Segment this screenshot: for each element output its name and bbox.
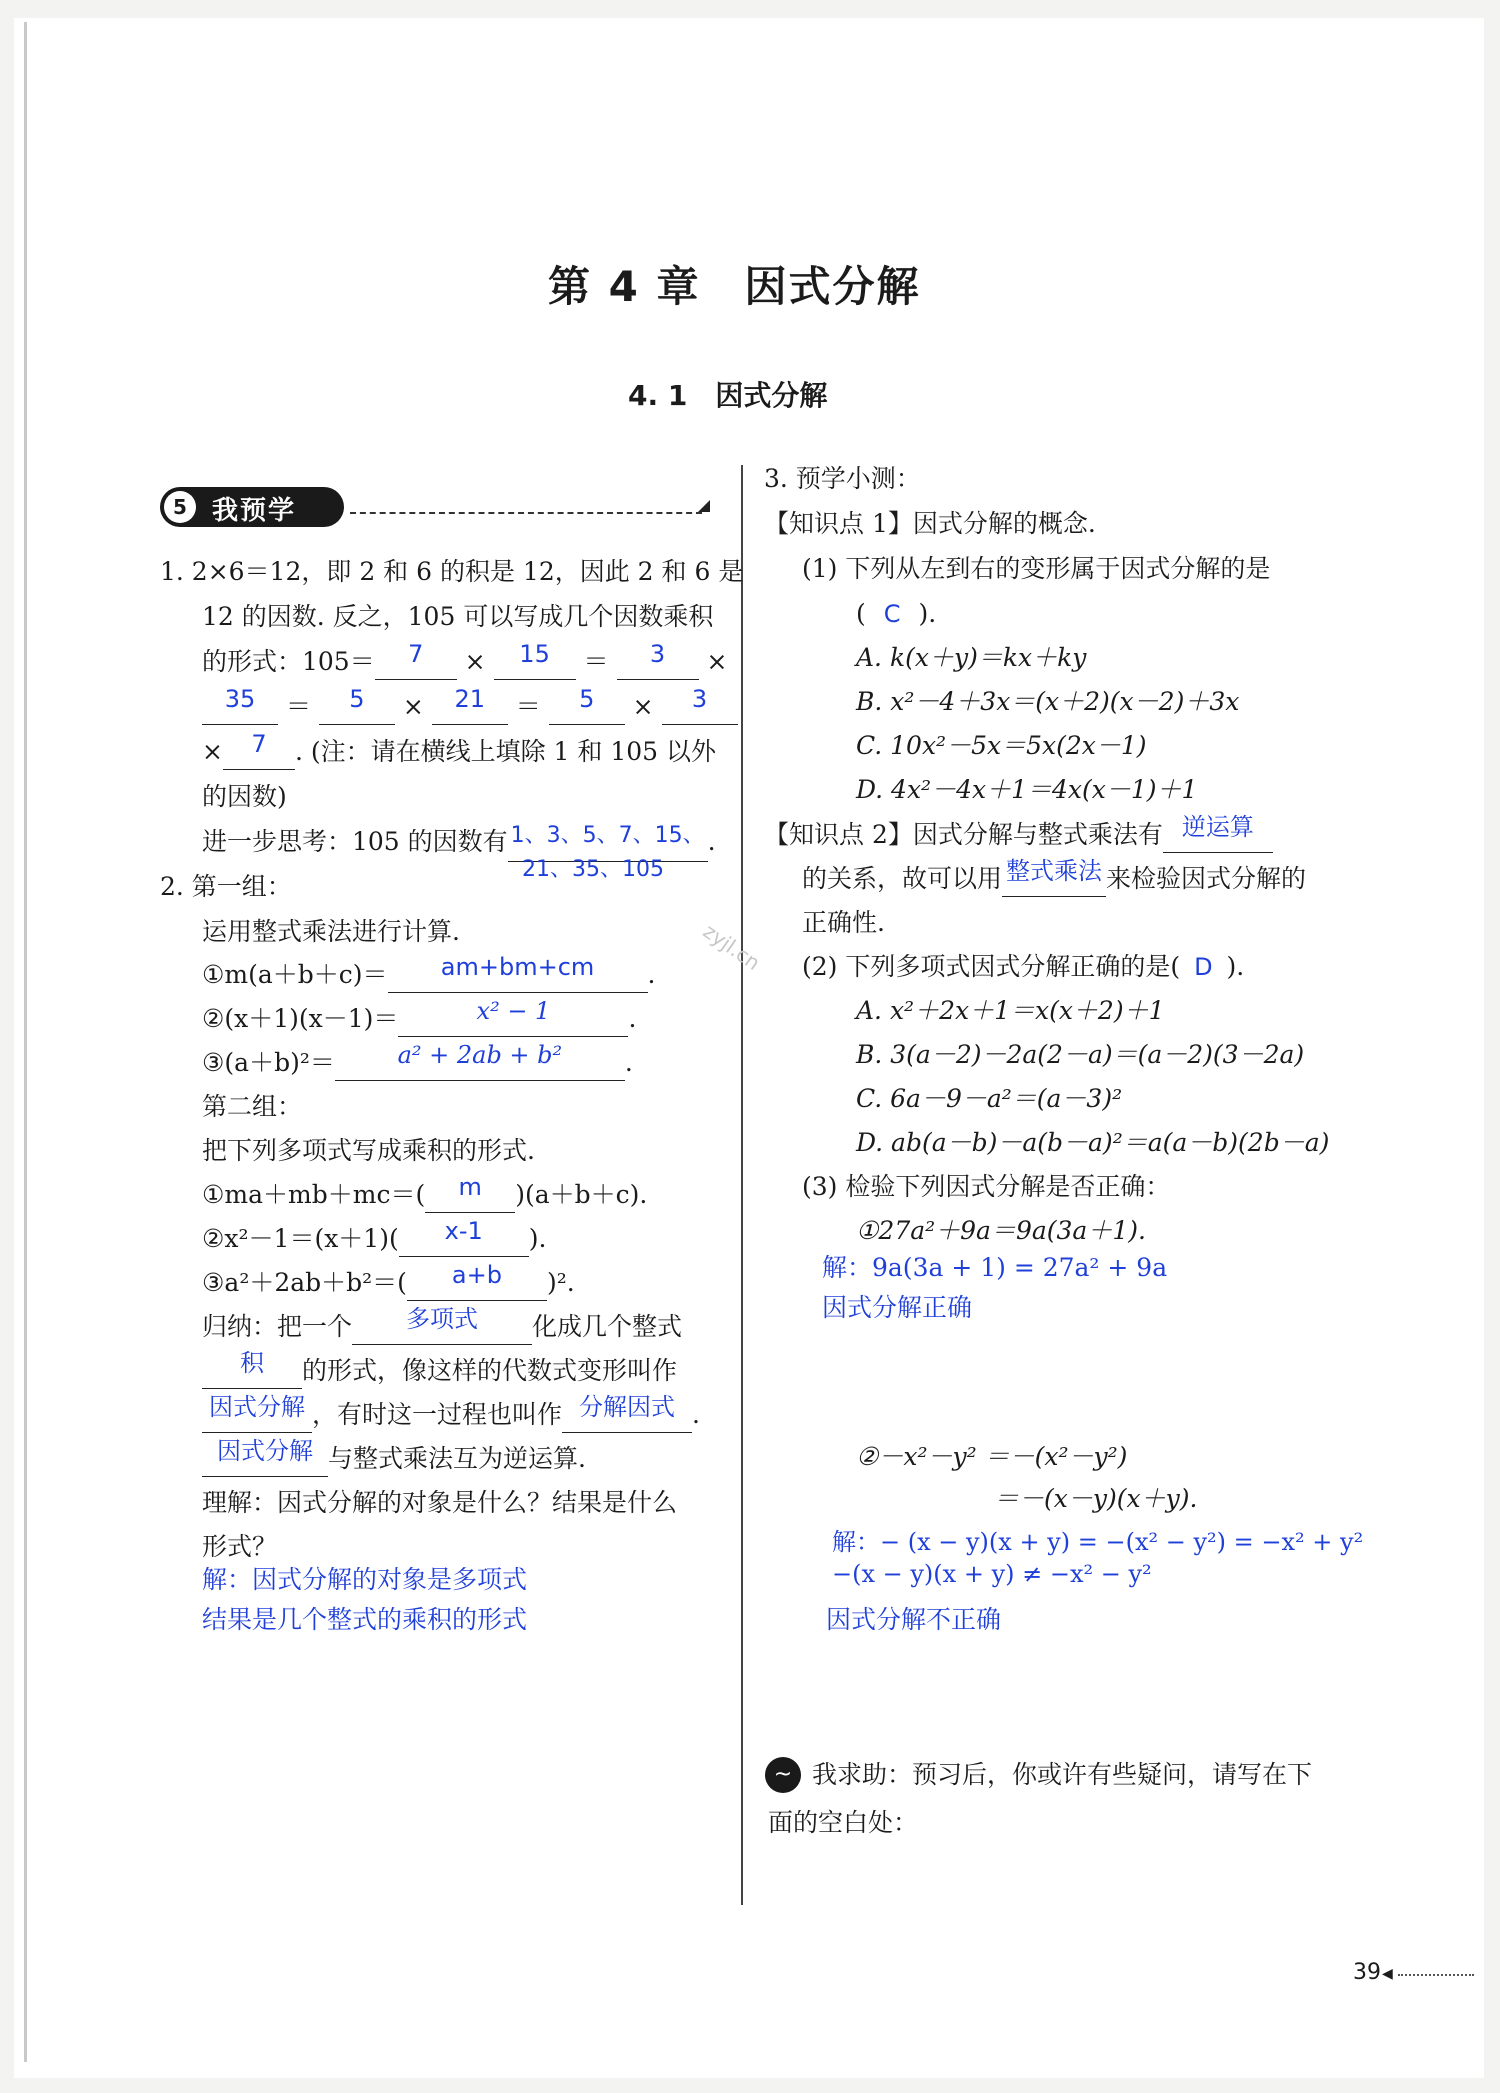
q1-blank-3[interactable] <box>617 640 699 680</box>
q1-blank-9[interactable] <box>223 730 295 770</box>
q1-blank-8[interactable] <box>662 685 738 725</box>
summary-text-2: 的形式，像这样的代数式变形叫作 <box>302 1356 678 1385</box>
summary-blank-1[interactable] <box>352 1305 532 1345</box>
summary-blank-4[interactable] <box>562 1393 692 1433</box>
f1-answer: m <box>458 1173 482 1201</box>
paren-open: ( <box>856 599 866 628</box>
preview-banner <box>160 487 344 527</box>
q2-f3 <box>202 1261 575 1301</box>
e3-blank[interactable] <box>335 1041 625 1081</box>
e1-expr: ①m(a＋b＋c)＝ <box>202 960 388 989</box>
banner-label: 我预学 <box>212 496 297 526</box>
p3-item-2-answer-1: 解：− (x − y)(x + y) = −(x² − y²) = −x² + y² <box>832 1528 1364 1556</box>
paren-close: ). <box>1226 952 1245 981</box>
p1-option-d: D. 4x²－4x＋1＝4x(x－1)＋1 <box>856 775 1198 804</box>
q1-line3 <box>202 640 728 680</box>
summary-line1 <box>202 1305 683 1345</box>
q2-e1: ①m(a＋b＋c)＝ am+bm+cm . <box>202 958 656 993</box>
q2-head: 2. 第一组： <box>160 872 292 901</box>
page-arrow-icon: ◀ <box>1382 1966 1393 1982</box>
banner-dashed-rule <box>350 512 702 514</box>
help-line1: 我求助：预习后，你或许有些疑问，请写在下 <box>812 1760 1313 1789</box>
q2-f1 <box>202 1173 648 1213</box>
column-divider <box>741 465 743 1905</box>
binding-line <box>24 22 27 2062</box>
p1-option-b: B. x²－4＋3x＝(x＋2)(x－2)＋3x <box>856 687 1240 716</box>
p3-item-1-answer-2: 因式分解正确 <box>822 1293 973 1322</box>
summary-blank-3[interactable] <box>202 1393 312 1433</box>
banner-corner-icon <box>698 500 710 512</box>
q1-blank-7[interactable] <box>549 685 625 725</box>
page-dotted-rule <box>1398 1974 1474 1976</box>
kp2-prefix: 【知识点 2】因式分解与整式乘法有 <box>764 820 1163 849</box>
summary-answer-4: 分解因式 <box>579 1393 676 1421</box>
p3-item-2-line2: ＝－(x－y)(x＋y). <box>994 1484 1198 1513</box>
summary-line3: 因式分解 ，有时这一过程也叫作 分解因式 . <box>202 1398 700 1433</box>
help-line2: 面的空白处： <box>768 1808 919 1837</box>
q1-blank-2[interactable] <box>494 640 576 680</box>
f2-tail: ). <box>528 1224 547 1253</box>
kp2-middle: 的关系，故可以用 <box>802 864 1003 893</box>
q1-note: . (注：请在横线上填除 1 和 105 以外 <box>294 737 717 766</box>
q1-line1: 1. 2×6＝12，即 2 和 6 的积是 12，因此 2 和 6 是 <box>160 557 744 586</box>
summary-line4 <box>202 1437 586 1477</box>
q1-blank-1[interactable] <box>375 640 457 680</box>
kp2-line2 <box>802 857 1307 897</box>
f3-answer: a+b <box>451 1261 502 1289</box>
q1-line6: 的因数) <box>202 782 287 811</box>
summary-answer-1: 多项式 <box>406 1305 479 1333</box>
kp2-blank-1[interactable] <box>1163 813 1273 853</box>
e3-answer: a² + 2ab + b² <box>397 1041 563 1069</box>
q2-e2: ②(x＋1)(x－1)＝ x² − 1 . <box>202 1002 636 1037</box>
times-sign: × <box>706 647 728 676</box>
summary-text-1: 化成几个整式 <box>532 1312 683 1341</box>
f2-answer: x-1 <box>444 1217 483 1245</box>
q1-answer-3: 3 <box>649 640 666 668</box>
f2-blank[interactable] <box>399 1217 529 1257</box>
summary-prefix: 归纳：把一个 <box>202 1312 353 1341</box>
p3-item-1-answer-1: 解：9a(3a + 1) = 27a² + 9a <box>822 1253 1168 1282</box>
q1-line4 <box>202 685 738 725</box>
p1-answer: C <box>883 600 901 628</box>
think-answer-1: 1、3、5、7、15、 <box>510 823 705 848</box>
p2-option-a: A. x²＋2x＋1＝x(x＋2)＋1 <box>856 996 1165 1025</box>
summary-answer-2: 积 <box>240 1349 264 1377</box>
p2-answer: D <box>1194 953 1213 981</box>
think-answer-2: 21、35、105 <box>522 857 664 882</box>
help-icon: ~ <box>765 1757 801 1793</box>
equals-sign: ＝ <box>285 692 311 721</box>
q1-answer-2: 15 <box>519 640 550 668</box>
q1-line2: 12 的因数. 反之，105 可以写成几个因数乘积 <box>202 602 714 631</box>
q1-answer-4: 35 <box>224 685 256 713</box>
f1-tail: )(a＋b＋c). <box>515 1180 648 1209</box>
understand-answer-1: 解：因式分解的对象是多项式 <box>202 1565 528 1594</box>
p1-option-a: A. k(x＋y)＝kx＋ky <box>856 643 1087 672</box>
q1-prefix: 的形式：105＝ <box>202 647 375 676</box>
understand-answer-2: 结果是几个整式的乘积的形式 <box>202 1605 528 1634</box>
e2-answer: x² − 1 <box>476 997 551 1025</box>
p1-line: (1) 下列从左到右的变形属于因式分解的是 <box>802 554 1271 583</box>
kp2-answer-2: 整式乘法 <box>1006 857 1103 885</box>
paren-close: ). <box>918 599 937 628</box>
p1-answer-line <box>856 597 936 631</box>
knowledge-point-2 <box>764 813 1273 853</box>
understand-line1: 理解：因式分解的对象是什么？结果是什么 <box>202 1488 678 1517</box>
q1-blank-6[interactable] <box>432 685 508 725</box>
f3-tail: )². <box>546 1268 575 1297</box>
understand-line2: 形式？ <box>202 1532 278 1561</box>
q1-blank-4[interactable] <box>202 685 278 725</box>
p3-item-1: ①27a²＋9a＝9a(3a＋1). <box>856 1216 1146 1245</box>
p3-item-2-answer-2: −(x − y)(x + y) ≠ −x² − y² <box>832 1560 1152 1588</box>
p2-option-c: C. 6a－9－a²＝(a－3)² <box>856 1084 1123 1113</box>
q1-answer-7: 5 <box>579 685 595 713</box>
summary-answer-3: 因式分解 <box>209 1393 305 1421</box>
q1-think: 进一步思考：105 的因数有 1、3、5、7、15、 . <box>202 825 716 862</box>
q1-line5 <box>202 730 717 770</box>
summary-blank-2[interactable] <box>202 1349 302 1389</box>
equals-sign: ＝ <box>515 692 541 721</box>
chapter-title: 第 4 章 因式分解 <box>548 262 921 311</box>
q1-answer-6: 21 <box>454 685 486 713</box>
think-prefix: 进一步思考：105 的因数有 <box>202 827 508 856</box>
q1-answer-9: 7 <box>251 730 267 758</box>
section-title: 4. 1 因式分解 <box>628 379 828 412</box>
times-sign: × <box>464 647 486 676</box>
p2-option-d: D. ab(a－b)－a(b－a)²＝a(a－b)(2b－a) <box>856 1128 1330 1157</box>
q1-blank-5[interactable] <box>319 685 395 725</box>
q3-head: 3. 预学小测： <box>764 464 921 493</box>
q2-group2: 第二组： <box>202 1092 303 1121</box>
summary-text-3: ，有时这一过程也叫作 <box>312 1400 563 1429</box>
p1-option-c: C. 10x²－5x＝5x(2x－1) <box>856 731 1147 760</box>
summary-answer-5: 因式分解 <box>217 1437 313 1465</box>
p2-text: (2) 下列多项式因式分解正确的是( <box>802 952 1181 981</box>
p3-item-2-answer-3: 因式分解不正确 <box>826 1605 1002 1634</box>
knowledge-point-1: 【知识点 1】因式分解的概念. <box>764 509 1096 538</box>
watermark: zyjl.cn <box>698 918 765 976</box>
times-sign: × <box>632 692 654 721</box>
page-number: 39 <box>1353 1960 1381 1985</box>
q1-answer-1: 7 <box>408 640 424 668</box>
times-sign: × <box>202 737 223 766</box>
e1-answer: am+bm+cm <box>440 953 595 981</box>
kp2-tail: 来检验因式分解的 <box>1106 864 1307 893</box>
p2-line <box>802 950 1244 984</box>
f3-blank[interactable] <box>407 1261 547 1301</box>
p3-line: (3) 检验下列因式分解是否正确： <box>802 1172 1171 1201</box>
kp2-line3: 正确性. <box>802 908 885 937</box>
equals-sign: ＝ <box>583 647 609 676</box>
q2-desc1: 运用整式乘法进行计算. <box>202 917 460 946</box>
f1-blank[interactable] <box>425 1173 515 1213</box>
q2-desc2: 把下列多项式写成乘积的形式. <box>202 1136 535 1165</box>
summary-line2 <box>202 1349 678 1389</box>
f2-expr: ②x²－1＝(x＋1)( <box>202 1224 399 1253</box>
q2-f2 <box>202 1217 547 1257</box>
q1-answer-5: 5 <box>349 685 365 713</box>
kp2-blank-2[interactable] <box>1002 857 1106 897</box>
e2-expr: ②(x＋1)(x－1)＝ <box>202 1004 399 1033</box>
f1-expr: ①ma＋mb＋mc＝( <box>202 1180 426 1209</box>
q2-e3: ③(a＋b)²＝ a² + 2ab + b² . <box>202 1046 633 1081</box>
e3-expr: ③(a＋b)²＝ <box>202 1048 335 1077</box>
summary-blank-5[interactable] <box>202 1437 328 1477</box>
banner-number-icon: 5 <box>164 491 196 523</box>
f3-expr: ③a²＋2ab＋b²＝( <box>202 1268 407 1297</box>
p3-item-2-line1: ②－x²－y² ＝－(x²－y²) <box>856 1442 1128 1471</box>
summary-text-4: 与整式乘法互为逆运算. <box>328 1444 586 1473</box>
q1-answer-8: 3 <box>691 685 708 713</box>
kp2-answer-1: 逆运算 <box>1181 813 1254 841</box>
p2-option-b: B. 3(a－2)－2a(2－a)＝(a－2)(3－2a) <box>856 1040 1305 1069</box>
times-sign: × <box>402 692 424 721</box>
